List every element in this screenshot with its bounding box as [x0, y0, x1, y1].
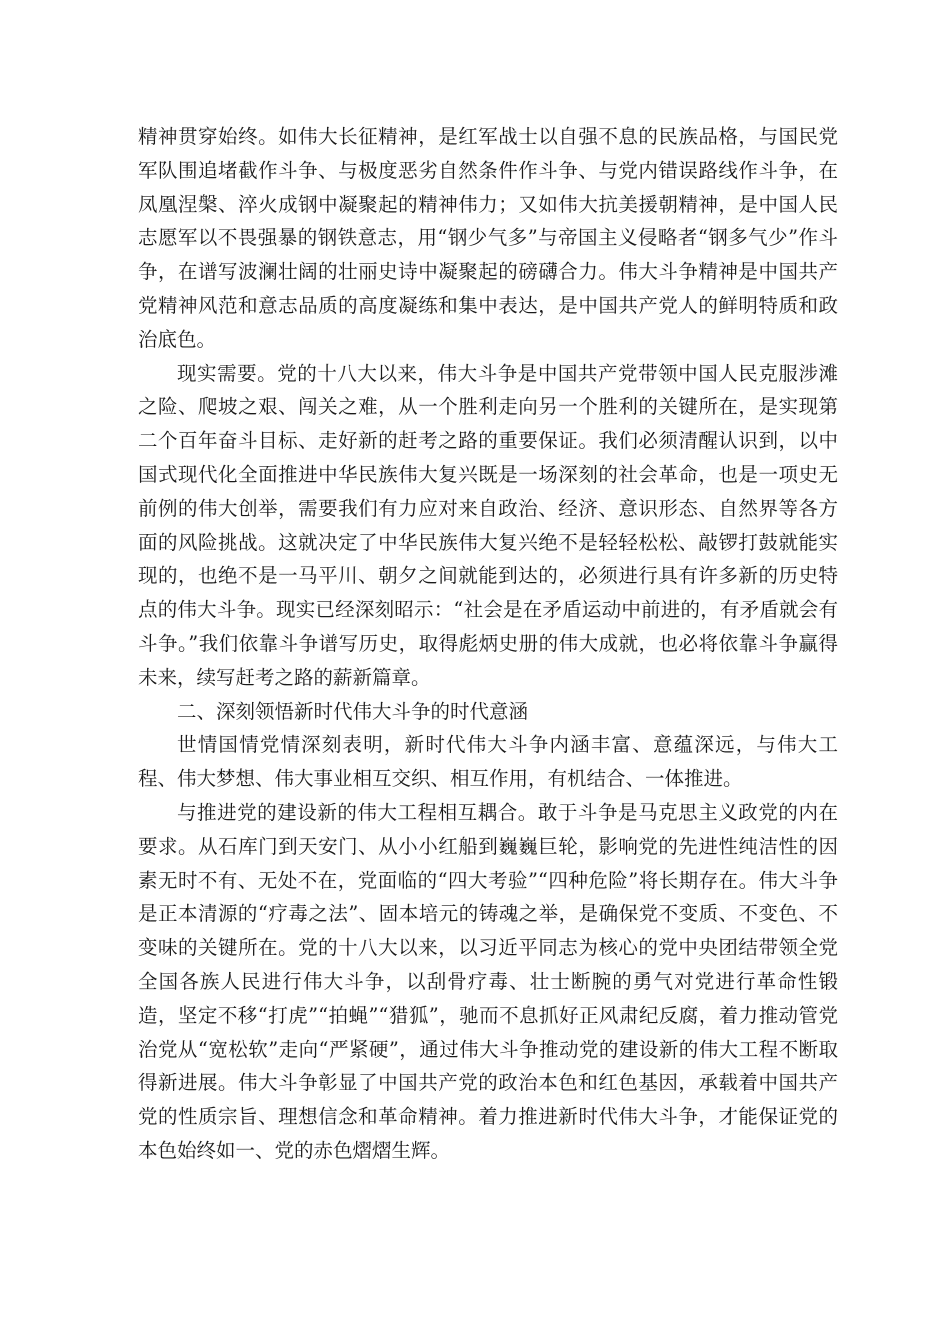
paragraph-practical-needs: 现实需要。党的十八大以来，伟大斗争是中国共产党带领中国人民克服涉滩之险、爬坡之艰、闯关之难，从一个胜利走向另一个胜利的关键所在，是实现第二个百年奋斗目标、走好新的赶考之路的重要保证。我们必须清醒认识到，以中国式现代化全面推进中华民族伟大复兴既是一场深刻的社会革命，也是一项史无前例的伟大创举，需要我们有力应对来自政治、经济、意识形态、自然界等各方面的风险挑战。这就决定了中华民族伟大复兴绝不是轻轻松松、敲锣打鼓就能实现的，也绝不是一马平川、朝夕之间就能到达的，必须进行具有许多新的历史特点的伟大斗争。现实已经深刻昭示：“社会是在矛盾运动中前进的，有矛盾就会有斗争。”我们依靠斗争谱写历史，取得彪炳史册的伟大成就，也必将依靠斗争赢得未来，续写赶考之路的薪新篇章。 — [138, 361, 838, 689]
document-body — [138, 120, 838, 1168]
paragraph-party-building: 与推进党的建设新的伟大工程相互耦合。敢于斗争是马克思主义政党的内在要求。从石库门到天安门、从小小红船到巍巍巨轮，影响党的先进性纯洁性的因素无时不有、无处不在，党面临的“四大考验”“四种危险”将长期存在。伟大斗争是正本清源的“疗毒之法”、固本培元的铸魂之举，是确保党不变质、不变色、不变味的关键所在。党的十八大以来，以习近平同志为核心的党中央团结带领全党全国各族人民进行伟大斗争，以刮骨疗毒、壮士断腕的勇气对党进行革命性锻造，坚定不移“打虎”“拍蝇”“猎狐”，驰而不息抓好正风肃纪反腐，着力推动管党治党从“宽松软”走向“严紧硬”，通过伟大斗争推动党的建设新的伟大工程不断取得新进展。伟大斗争彰显了中国共产党的政治本色和红色基因，承载着中国共产党的性质宗旨、理想信念和革命精神。着力推进新时代伟大斗争，才能保证党的本色始终如一、党的赤色熠熠生辉。 — [138, 800, 838, 1162]
paragraph-long-march-spirit: 精神贯穿始终。如伟大长征精神，是红军战士以自强不息的民族品格，与国民党军队围追堵截作斗争、与极度恶劣自然条件作斗争、与党内错误路线作斗争，在凤凰涅槃、淬火成钢中凝聚起的精神伟力；又如伟大抗美援朝精神，是中国人民志愿军以不畏强暴的钢铁意志，用“钢少气多”与帝国主义侵略者“钢多气少”作斗争，在谱写波澜壮阔的壮丽史诗中凝聚起的磅礴合力。伟大斗争精神是中国共产党精神风范和意志品质的高度凝练和集中表达，是中国共产党人的鲜明特质和政治底色。 — [138, 125, 838, 351]
paragraph-intro: 世情国情党情深刻表明，新时代伟大斗争内涵丰富、意蕴深远，与伟大工程、伟大梦想、伟大事业相互交织、相互作用，有机结合、一体推进。 — [138, 733, 838, 791]
section-heading: 二、深刻领悟新时代伟大斗争的时代意涵 — [177, 699, 529, 723]
